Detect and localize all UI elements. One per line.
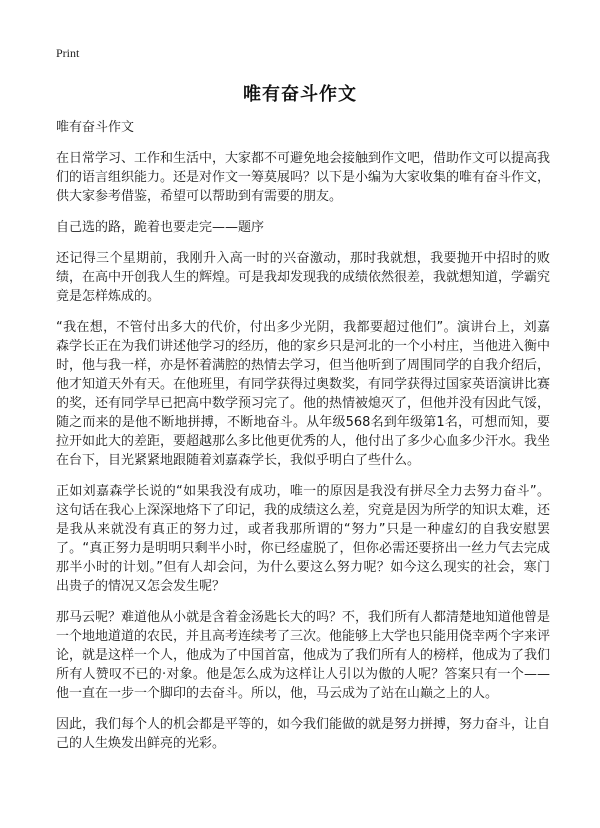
article-body [56,118,550,765]
paragraph-intro: 在日常学习、工作和生活中，大家都不可避免地会接触到作文吧，借助作文可以提高我们的语言组织能力。还是对作文一筹莫展吗？以下是小编为大家收集的唯有奋斗作文，供大家参考借鉴，希望可以帮助到有需要的朋友。 [56,151,551,204]
article-subtitle: 唯有奋斗作文 [56,120,135,135]
print-link[interactable]: Print [56,46,80,60]
article-title: 唯有奋斗作文 [243,84,357,105]
paragraph-preface: 自己选的路，跪着也要走完——题序 [56,220,265,235]
paragraph-memory: 还记得三个星期前，我刚升入高一时的兴奋激动，那时我就想，我要抛开中招时的败绩，在高中开创我人生的辉煌。可是我却发现我的成绩依然很差，我就想知道，学霸究竟是怎样炼成的。 [56,251,551,304]
paragraph-conclusion: 因此，我们每个人的机会都是平等的，如今我们能做的就是努力拼搏，努力奋斗，让自己的人生焕发出鲜亮的光彩。 [56,717,551,751]
paragraph-effort: 正如刘嘉森学长说的“如果我没有成功，唯一的原因是我没有拼尽全力去努力奋斗”。这句话在我心上深深地烙下了印记，我的成绩这么差，究竟是因为所学的知识太难，还是我从来就没有真正的努力过，或者我那所谓的“努力”只是一种虚幻的自我安慰罢了。“真正努力是明明只剩半小时，你已经虚脱了，但你必需还要挤出一丝力气去完成那半小时的计划。”但有人却会问，为什么要这么努力呢？如今这么现实的社会，寒门出贵子的情况又怎会发生呢？ [56,484,551,594]
paragraph-speech: “我在想，不管付出多大的代价，付出多少光阴，我都要超过他们”。演讲台上，刘嘉森学长正在为我们讲述他学习的经历，他的家乡只是河北的一个小村庄，当他进入衡中时，他与我一样，亦是怀着满腔的热情去学习，但当他听到了周围同学的自我介绍后，他才知道天外有天。在他班里，有同学获得过奥数奖，有同学获得过国家英语演讲比赛的奖，还有同学早已把高中数学预习完了。他的热情被熄灭了，但他并没有因此气馁，随之而来的是他不断地拼搏，不断地奋斗。从年级568名到年级第1名，可想而知，要拉开如此大的差距，要超越那么多比他更优秀的人，他付出了多少心血多少汗水。我坐在台下，目光紧紧地跟随着刘嘉森学长，我似乎明白了些什么。 [56,320,551,468]
paragraph-mayun: 那马云呢？难道他从小就是含着金汤匙长大的吗？不，我们所有人都清楚地知道他曾是一个地地道道的农民，并且高考连续考了三次。他能够上大学也只能用侥幸两个字来评论，就是这样一个人，他成为了中国首富，他成为了我们所有人的榜样，他成为了我们所有人赞叹不已的·对象。他是怎么成为这样让人引以为傲的人呢？答案只有一个——他一直在一步一个脚印的去奋斗。所以，他，马云成为了站在山巅之上的人。 [56,610,551,701]
